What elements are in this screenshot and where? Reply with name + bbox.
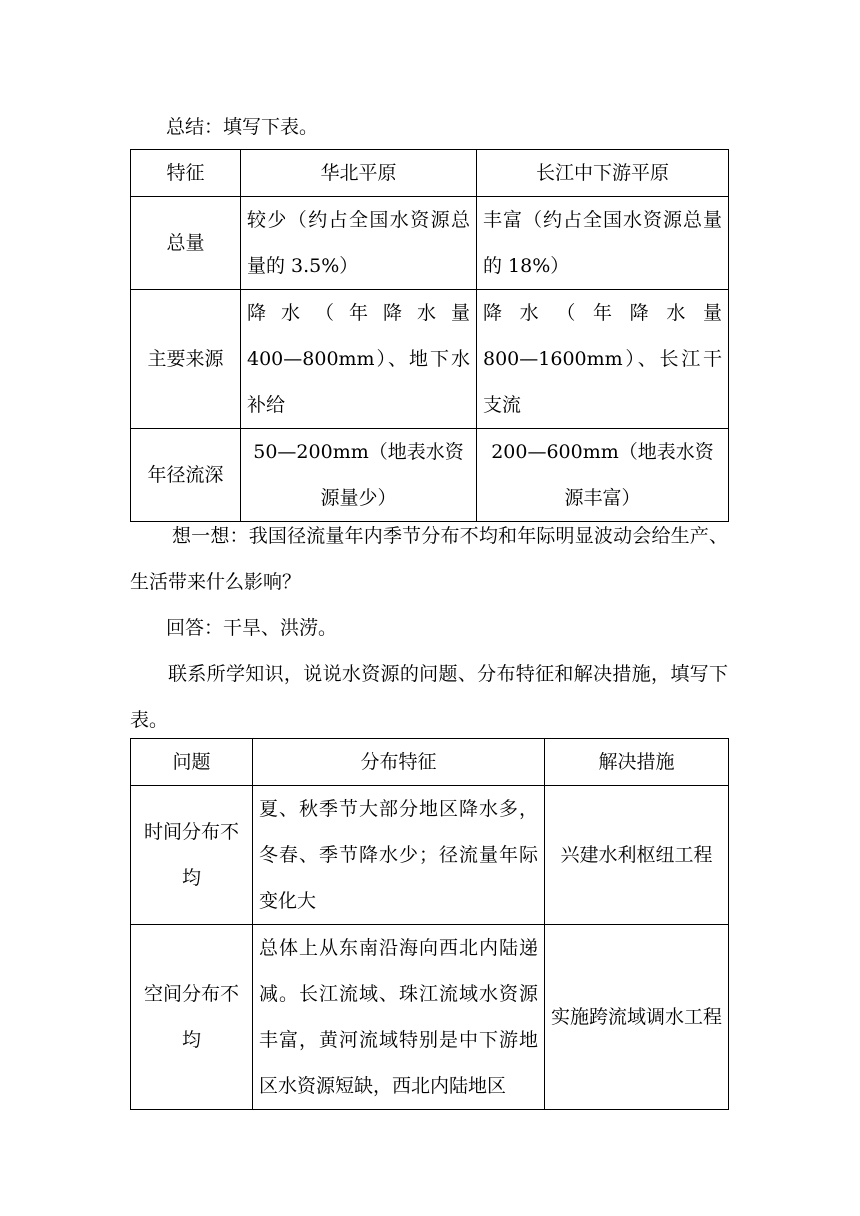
summary-label: 总结：填写下表。 bbox=[166, 116, 319, 138]
header-distribution: 分布特征 bbox=[253, 739, 545, 786]
cell-north bbox=[241, 290, 477, 429]
water-features-table bbox=[130, 149, 729, 522]
cell-yangtze: 丰富（约占全国水资源总量的 18%） bbox=[477, 197, 729, 290]
header-measure: 解决措施 bbox=[545, 739, 729, 786]
water-problems-table bbox=[130, 738, 729, 1110]
cell-measure: 兴建水利枢纽工程 bbox=[545, 786, 729, 925]
cell-distribution: 夏、秋季节大部分地区降水多，冬春、季节降水少；径流量年际变化大 bbox=[253, 786, 545, 925]
table-header-row bbox=[131, 739, 729, 786]
cell-yangtze bbox=[477, 290, 729, 429]
row-label: 年径流深 bbox=[131, 429, 241, 522]
header-problem: 问题 bbox=[131, 739, 253, 786]
link-paragraph: 联系所学知识，说说水资源的问题、分布特征和解决措施，填写下表。 bbox=[130, 663, 728, 731]
cell-yangtze: 200—600mm（地表水资源丰富） bbox=[477, 429, 729, 522]
cell-measure: 实施跨流域调水工程 bbox=[545, 925, 729, 1110]
table-row bbox=[131, 197, 729, 290]
row-problem: 时间分布不均 bbox=[131, 786, 253, 925]
cell-north: 50—200mm（地表水资源量少） bbox=[241, 429, 477, 522]
cell-north-rest: 400—800mm）、地下水补给 bbox=[247, 348, 470, 416]
table-row bbox=[131, 925, 729, 1110]
cell-distribution: 总体上从东南沿海向西北内陆递减。长江流域、珠江流域水资源丰富，黄河流域特别是中下游地区水资源短缺，西北内陆地区 bbox=[253, 925, 545, 1110]
row-label: 主要来源 bbox=[131, 290, 241, 429]
row-problem: 空间分布不均 bbox=[131, 925, 253, 1110]
table-row bbox=[131, 786, 729, 925]
header-feature: 特征 bbox=[131, 150, 241, 197]
cell-north: 较少（约占全国水资源总量的 3.5%） bbox=[241, 197, 477, 290]
table-header-row bbox=[131, 150, 729, 197]
answer-paragraph: 回答：干旱、洪涝。 bbox=[166, 617, 338, 639]
row-label: 总量 bbox=[131, 197, 241, 290]
cell-yangtze-rest: 800—1600mm）、长江干支流 bbox=[483, 348, 722, 416]
cell-yangtze-line1: 降 水 （ 年 降 水 量 bbox=[483, 302, 722, 324]
think-paragraph: 想一想：我国径流量年内季节分布不均和年际明显波动会给生产、生活带来什么影响？ bbox=[130, 525, 728, 593]
table-row bbox=[131, 429, 729, 522]
header-yangtze-plain: 长江中下游平原 bbox=[477, 150, 729, 197]
header-north-china-plain: 华北平原 bbox=[241, 150, 477, 197]
table-row bbox=[131, 290, 729, 429]
cell-north-line1: 降 水 （ 年 降 水 量 bbox=[247, 302, 470, 324]
